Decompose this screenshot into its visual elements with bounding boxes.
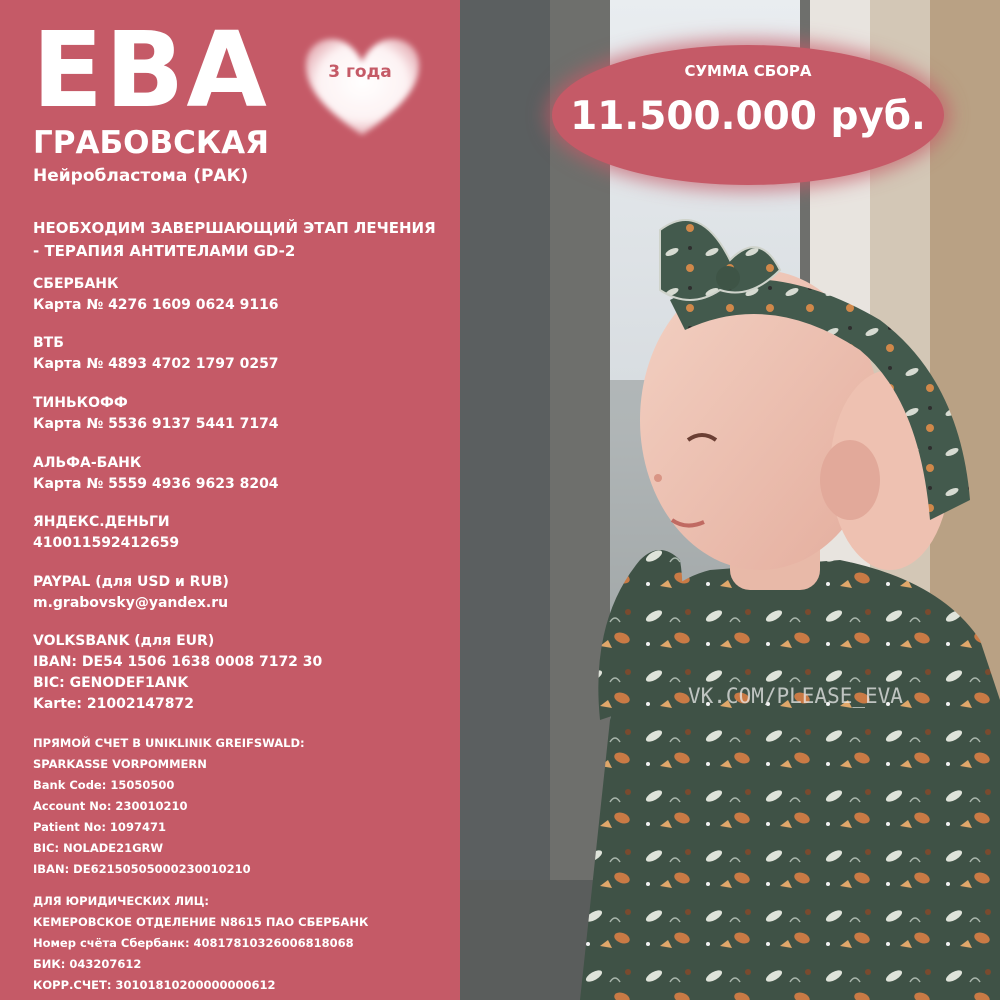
uniklinik-line: IBAN: DE62150505000230010210 [33, 862, 251, 876]
bank-name: СБЕРБАНК [33, 276, 119, 292]
bank-yandex [33, 512, 179, 554]
legal-line: БИК: 043207612 [33, 957, 142, 971]
bank-detail: IBAN: DE54 1506 1638 0008 7172 30 [33, 654, 323, 670]
bank-detail: m.grabovsky@yandex.ru [33, 595, 229, 611]
bank-detail: Карта № 4893 4702 1797 0257 [33, 356, 279, 372]
legal-line: Номер счёта Сбербанк: 40817810326006818068 [33, 936, 354, 950]
bank-sberbank [33, 274, 279, 316]
bank-name: PAYPAL (для USD и RUB) [33, 574, 229, 590]
bank-detail: Карта № 5536 9137 5441 7174 [33, 416, 279, 432]
bank-name: ЯНДЕКС.ДЕНЬГИ [33, 514, 170, 530]
bank-name: ВТБ [33, 335, 64, 351]
bank-name: VOLKSBANK (для EUR) [33, 633, 215, 649]
legal-line: КЕМЕРОВСКОЕ ОТДЕЛЕНИЕ N8615 ПАО СБЕРБАНК [33, 915, 369, 929]
treatment-headline [33, 217, 483, 263]
uniklinik-line: SPARKASSE VORPOMMERN [33, 757, 207, 771]
first-name: ЕВА [32, 9, 269, 131]
uniklinik-line: BIC: NOLADE21GRW [33, 841, 164, 855]
uniklinik-line: Patient No: 1097471 [33, 820, 166, 834]
heart-icon [300, 30, 425, 140]
headline-line-2: - ТЕРАПИЯ АНТИТЕЛАМИ GD-2 [33, 242, 296, 260]
bank-detail: 410011592412659 [33, 535, 180, 551]
bank-detail: BIC: GENODEF1ANK [33, 675, 189, 691]
age-label: 3 года [328, 62, 392, 82]
uniklinik-title: ПРЯМОЙ СЧЕТ В UNIKLINIK GREIFSWALD: [33, 736, 305, 750]
bank-vtb [33, 333, 279, 375]
legal-line: КОРР.СЧЕТ: 30101810200000000612 [33, 978, 276, 992]
legal-entities [33, 891, 368, 996]
bank-tinkoff [33, 393, 279, 435]
bank-detail: Карта № 4276 1609 0624 9116 [33, 297, 279, 313]
uniklinik-account [33, 733, 305, 880]
bank-detail: Karte: 21002147872 [33, 696, 195, 712]
bank-name: АЛЬФА-БАНК [33, 455, 142, 471]
fundraising-label: СУММА СБОРА [684, 62, 812, 80]
uniklinik-line: Bank Code: 15050500 [33, 778, 175, 792]
bank-alfa [33, 453, 279, 495]
legal-title: ДЛЯ ЮРИДИЧЕСКИХ ЛИЦ: [33, 894, 209, 908]
fundraising-amount: 11.500.000 руб. [570, 94, 926, 139]
uniklinik-line: Account No: 230010210 [33, 799, 188, 813]
bank-name: ТИНЬКОФФ [33, 395, 128, 411]
diagnosis: Нейробластома (РАК) [33, 166, 249, 186]
last-name: ГРАБОВСКАЯ [33, 125, 270, 161]
bank-detail: Карта № 5559 4936 9623 8204 [33, 476, 279, 492]
bank-paypal [33, 572, 229, 614]
headline-line-1: НЕОБХОДИМ ЗАВЕРШАЮЩИЙ ЭТАП ЛЕЧЕНИЯ [33, 219, 436, 237]
bank-volksbank [33, 631, 322, 715]
vk-link-watermark[interactable]: VK.COM/PLEASE_EVA [688, 684, 903, 708]
